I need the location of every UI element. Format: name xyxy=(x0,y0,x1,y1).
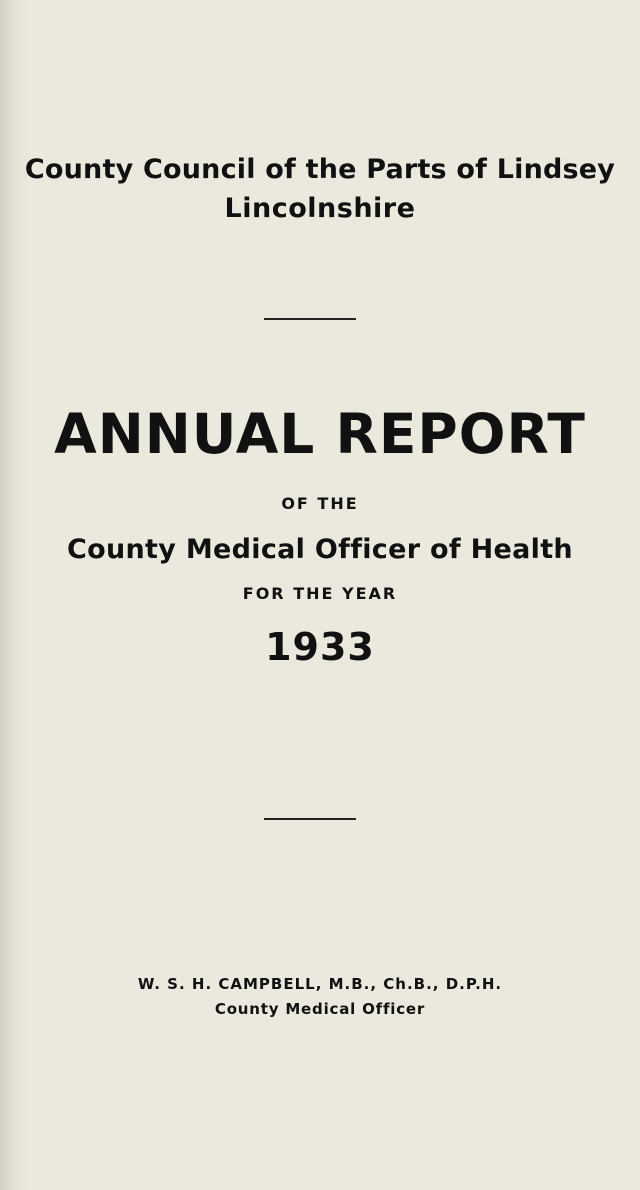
of-the-label: OF THE xyxy=(281,494,359,513)
report-title: ANNUAL REPORT xyxy=(54,402,586,466)
report-year: 1933 xyxy=(265,625,375,669)
bottom-divider xyxy=(264,818,356,820)
author-name: W. S. H. CAMPBELL, M.B., Ch.B., D.P.H. xyxy=(137,975,503,993)
council-name: County Council of the Parts of Lindsey xyxy=(24,154,616,185)
top-divider xyxy=(264,318,356,320)
officer-title: County Medical Officer of Health xyxy=(67,534,573,565)
county-name: Lincolnshire xyxy=(224,193,416,224)
author-role: County Medical Officer xyxy=(214,1000,426,1018)
for-the-year-label: FOR THE YEAR xyxy=(242,584,398,603)
